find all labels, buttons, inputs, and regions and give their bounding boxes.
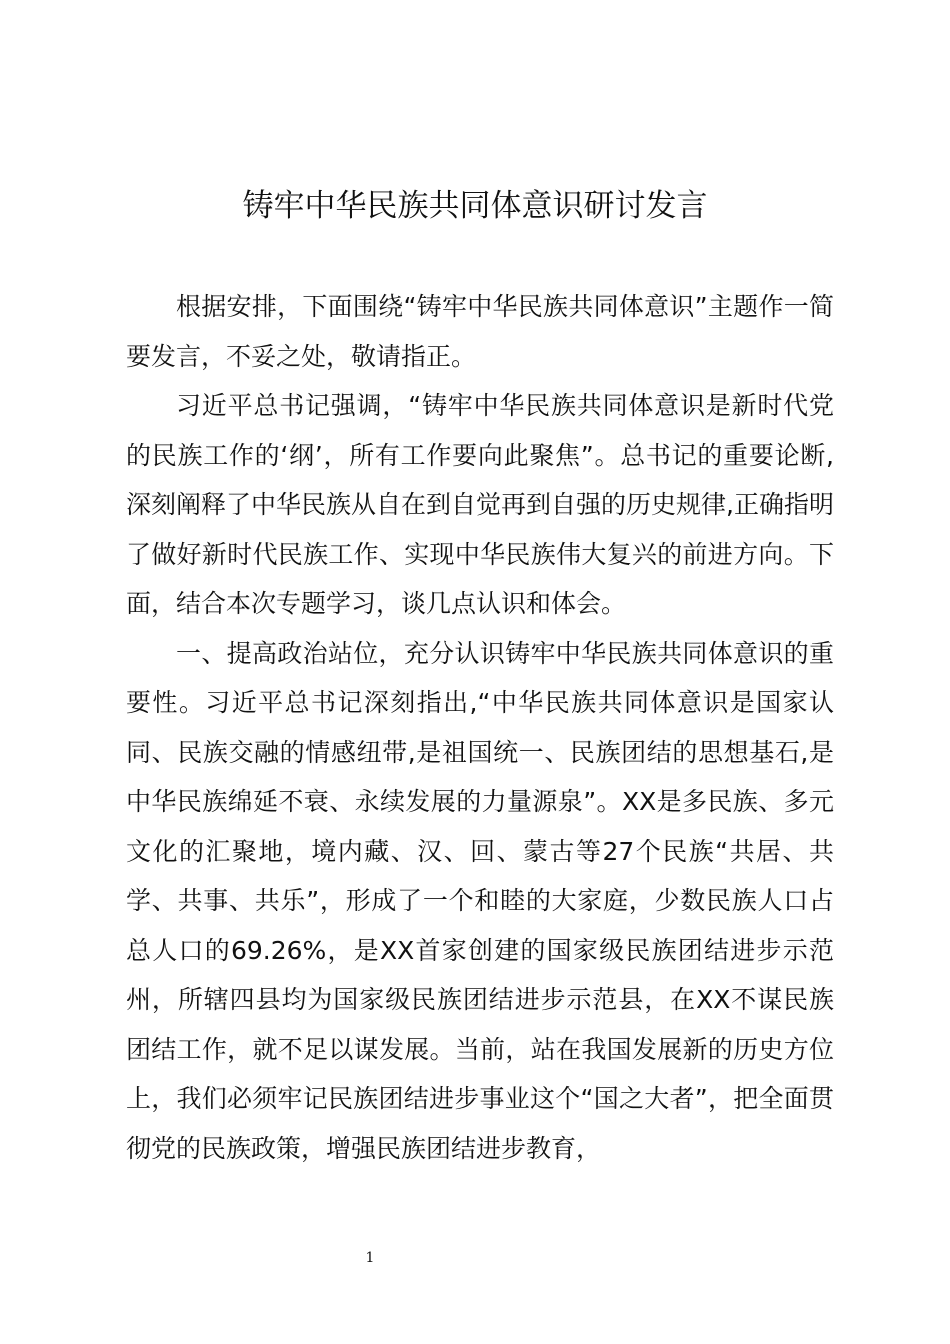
- paragraph-section-one: 一、提高政治站位，充分认识铸牢中华民族共同体意识的重要性。习近平总书记深刻指出,“中华民族共同体意识是国家认同、民族交融的情感纽带,是祖国统一、民族团结的思想基石,是中华民族绵延不衰、永续发展的力量源泉”。XX是多民族、多元文化的汇聚地，境内藏、汉、回、蒙古等27个民族“共居、共学、共事、共乐”，形成了一个和睦的大家庭，少数民族人口占总人口的69.26%，是XX首家创建的国家级民族团结进步示范州，所辖四县均为国家级民族团结进步示范县，在XX不谋民族团结工作，就不足以谋发展。当前，站在我国发展新的历史方位上，我们必须牢记民族团结进步事业这个“国之大者”，把全面贯彻党的民族政策，增强民族团结进步教育，: [126, 638, 834, 1163]
- page-number: 1: [365, 1250, 375, 1266]
- document-body: [126, 282, 834, 1173]
- document-title: 铸牢中华民族共同体意识研讨发言: [242, 188, 708, 224]
- paragraph-quote: 习近平总书记强调，“铸牢中华民族共同体意识是新时代党的民族工作的‘纲’，所有工作要向此聚焦”。总书记的重要论断,深刻阐释了中华民族从自在到自觉再到自强的历史规律,正确指明了做好新时代民族工作、实现中华民族伟大复兴的前进方向。下面，结合本次专题学习，谈几点认识和体会。: [126, 391, 834, 618]
- paragraph-intro: 根据安排，下面围绕“铸牢中华民族共同体意识”主题作一简要发言，不妥之处，敬请指正。: [126, 292, 834, 371]
